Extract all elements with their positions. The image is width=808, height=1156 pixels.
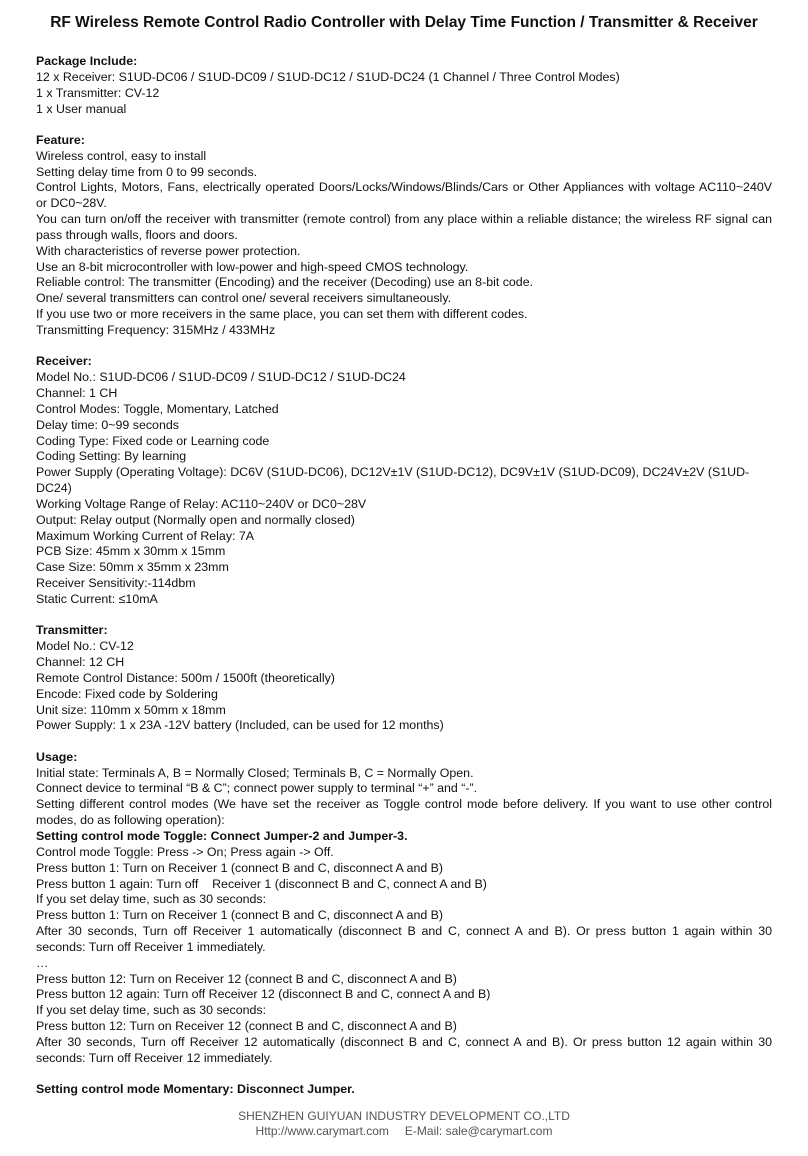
usage-line: Press button 1: Turn on Receiver 1 (connect B and C, disconnect A and B) — [36, 860, 444, 875]
receiver-spec-line: Power Supply (Operating Voltage): DC6V (S1UD-DC06), DC12V±1V (S1UD-DC12), DC9V±1V (S1UD-DC09), DC24V±2V (S1UD-DC24) — [36, 465, 750, 496]
page-footer — [0, 1109, 808, 1139]
receiver-section — [36, 354, 772, 608]
feature-line: If you use two or more receivers in the same place, you can set them with different codes. — [36, 307, 528, 322]
usage-line: Press button 1 again: Turn off Receiver 1 (disconnect B and C, connect A and B) — [36, 876, 487, 891]
feature-line: One/ several transmitters can control one/ several receivers simultaneously. — [36, 291, 452, 306]
usage-ellipsis: … — [36, 955, 49, 970]
receiver-spec-line: PCB Size: 45mm x 30mm x 15mm — [36, 544, 226, 559]
usage-heading: Usage: — [36, 749, 78, 764]
usage-line: Initial state: Terminals A, B = Normally Closed; Terminals B, C = Normally Open. — [36, 765, 474, 780]
momentary-mode-heading: Setting control mode Momentary: Disconnect Jumper. — [36, 1082, 355, 1097]
package-heading: Package Include: — [36, 54, 138, 68]
receiver-spec-line: Channel: 1 CH — [36, 386, 118, 401]
receiver-spec-line: Delay time: 0~99 seconds — [36, 417, 179, 432]
transmitter-spec-line: Power Supply: 1 x 23A -12V battery (Included, can be used for 12 months) — [36, 718, 444, 733]
usage-line: Connect device to terminal “B & C”; connect power supply to terminal “+” and “-”. — [36, 781, 478, 796]
transmitter-spec-line: Model No.: CV-12 — [36, 639, 134, 654]
receiver-spec-line: Output: Relay output (Normally open and normally closed) — [36, 512, 355, 527]
feature-line: Reliable control: The transmitter (Encoding) and the receiver (Decoding) use an 8-bit code. — [36, 275, 534, 290]
feature-section — [36, 133, 772, 339]
usage-line: After 30 seconds, Turn off Receiver 12 automatically (disconnect B and C, connect A and B). Or press button 12 again within 30 seconds: Turn off Receiver 12 immediately. — [36, 1034, 772, 1065]
usage-line: Press button 12: Turn on Receiver 12 (connect B and C, disconnect A and B) — [36, 971, 457, 986]
feature-line: With characteristics of reverse power protection. — [36, 243, 301, 258]
package-section — [36, 54, 772, 117]
transmitter-spec-line: Encode: Fixed code by Soldering — [36, 686, 218, 701]
transmitter-spec-line: Unit size: 110mm x 50mm x 18mm — [36, 702, 226, 717]
footer-email[interactable]: E-Mail: sale@carymart.com — [404, 1124, 553, 1138]
receiver-spec-line: Coding Setting: By learning — [36, 449, 187, 464]
feature-line: You can turn on/off the receiver with transmitter (remote control) from any place within a reliable distance; the wireless RF signal can pass through walls, floors and doors. — [36, 212, 772, 242]
feature-line: Wireless control, easy to install — [36, 148, 207, 163]
toggle-mode-heading: Setting control mode Toggle: Connect Jumper-2 and Jumper-3. — [36, 828, 408, 843]
receiver-spec-line: Control Modes: Toggle, Momentary, Latched — [36, 401, 279, 416]
transmitter-spec-line: Remote Control Distance: 500m / 1500ft (theoretically) — [36, 670, 335, 685]
feature-line: Transmitting Frequency: 315MHz / 433MHz — [36, 323, 276, 337]
footer-website[interactable]: Http://www.carymart.com — [255, 1124, 389, 1138]
package-line: 1 x Transmitter: CV-12 — [36, 85, 160, 100]
footer-contact — [0, 1124, 808, 1139]
receiver-spec-line: Working Voltage Range of Relay: AC110~240V or DC0~28V — [36, 496, 367, 511]
receiver-spec-line: Receiver Sensitivity:-114dbm — [36, 576, 196, 591]
receiver-spec-line: Coding Type: Fixed code or Learning code — [36, 433, 270, 448]
receiver-spec-line: Static Current: ≤10mA — [36, 592, 158, 606]
usage-line: Setting different control modes (We have set the receiver as Toggle control mode before delivery. If you want to use other control modes, do as following operation): — [36, 797, 772, 828]
transmitter-heading: Transmitter: — [36, 623, 108, 638]
feature-line: Control Lights, Motors, Fans, electrically operated Doors/Locks/Windows/Blinds/Cars or Other Appliances with voltage AC110~240V or DC0~28V. — [36, 180, 772, 211]
document-page — [36, 14, 772, 1098]
usage-line: If you set delay time, such as 30 seconds: — [36, 1003, 267, 1018]
receiver-spec-line: Maximum Working Current of Relay: 7A — [36, 528, 255, 543]
feature-line: Use an 8-bit microcontroller with low-power and high-speed CMOS technology. — [36, 259, 469, 274]
usage-line: If you set delay time, such as 30 seconds: — [36, 892, 267, 907]
transmitter-spec-line: Channel: 12 CH — [36, 655, 125, 670]
document-title: RF Wireless Remote Control Radio Controller with Delay Time Function / Transmitter & Receiver — [50, 14, 758, 31]
usage-line: After 30 seconds, Turn off Receiver 1 automatically (disconnect B and C, connect A and B). Or press button 1 again within 30 seconds: Turn off Receiver 1 immediately. — [36, 924, 772, 954]
usage-line: Control mode Toggle: Press -> On; Press again -> Off. — [36, 844, 334, 859]
receiver-spec-line: Model No.: S1UD-DC06 / S1UD-DC09 / S1UD-DC12 / S1UD-DC24 — [36, 370, 406, 385]
usage-line: Press button 12 again: Turn off Receiver 12 (disconnect B and C, connect A and B) — [36, 987, 491, 1002]
usage-line: Press button 12: Turn on Receiver 12 (connect B and C, disconnect A and B) — [36, 1019, 457, 1034]
package-line: 12 x Receiver: S1UD-DC06 / S1UD-DC09 / S1UD-DC12 / S1UD-DC24 (1 Channel / Three Control Modes) — [36, 69, 620, 84]
feature-line: Setting delay time from 0 to 99 seconds. — [36, 164, 258, 179]
usage-section — [36, 750, 772, 1067]
transmitter-section — [36, 623, 772, 734]
feature-heading: Feature: — [36, 132, 85, 147]
receiver-spec-line: Case Size: 50mm x 35mm x 23mm — [36, 560, 229, 575]
receiver-heading: Receiver: — [36, 354, 92, 369]
footer-company: SHENZHEN GUIYUAN INDUSTRY DEVELOPMENT CO.,LTD — [238, 1109, 570, 1123]
usage-line: Press button 1: Turn on Receiver 1 (connect B and C, disconnect A and B) — [36, 908, 444, 923]
package-line: 1 x User manual — [36, 101, 127, 116]
